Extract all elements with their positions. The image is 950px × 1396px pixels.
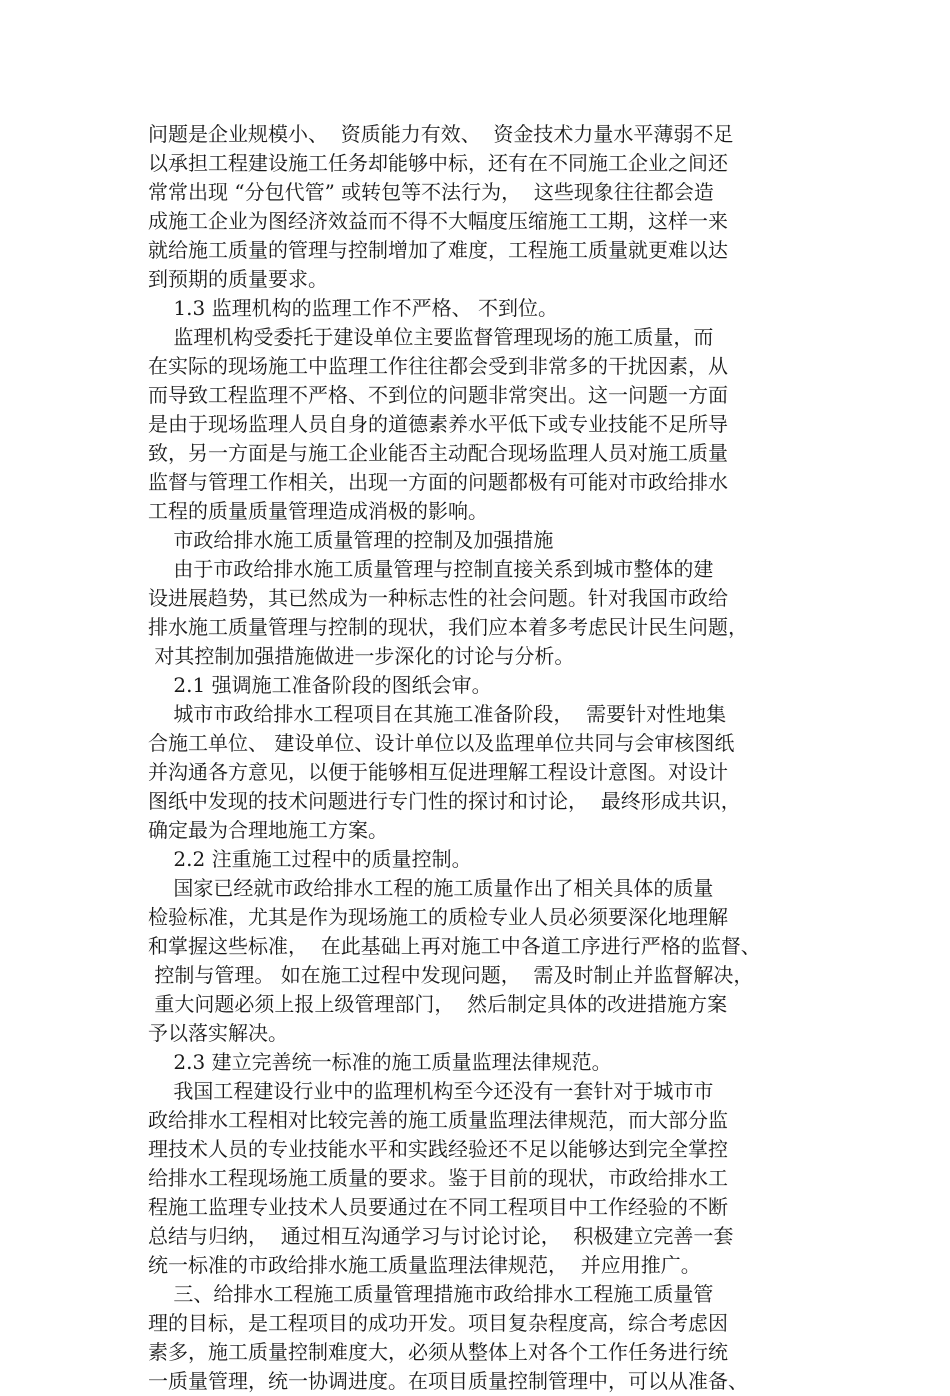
text-line: 三、给排水工程施工质量管理措施市政给排水工程施工质量管 <box>148 1282 714 1306</box>
text-line: 2.2 注重施工过程中的质量控制。 <box>148 847 472 871</box>
text-line: 我国工程建设行业中的监理机构至今还没有一套针对于城市市 <box>148 1079 714 1103</box>
text-line: 理技术人员的专业技能水平和实践经验还不足以能够达到完全掌控 <box>148 1137 728 1161</box>
text-line: 给排水工程现场施工质量的要求。鉴于目前的现状，市政给排水工 <box>148 1166 728 1190</box>
text-line: 予以落实解决。 <box>148 1021 288 1045</box>
text-line: 由于市政给排水施工质量管理与控制直接关系到城市整体的建 <box>148 557 714 581</box>
text-line: 在实际的现场施工中监理工作往往都会受到非常多的干扰因素，从 <box>148 354 728 378</box>
text-line: 监理机构受委托于建设单位主要监督管理现场的施工质量，而 <box>148 325 714 349</box>
text-line: 政给排水工程相对比较完善的施工质量监理法律规范，而大部分监 <box>148 1108 728 1132</box>
text-line: 控制与管理。 如在施工过程中发现问题， 需及时制止并监督解决， <box>148 963 754 987</box>
text-line: 理的目标，是工程项目的成功开发。项目复杂程度高，综合考虑因 <box>148 1311 728 1335</box>
text-line: 图纸中发现的技术问题进行专门性的探讨和讨论， 最终形成共识， <box>148 789 741 813</box>
text-line: 2.1 强调施工准备阶段的图纸会审。 <box>148 673 492 697</box>
text-line: 并沟通各方意见，以便于能够相互促进理解工程设计意图。对设计 <box>148 760 728 784</box>
text-line: 以承担工程建设施工任务却能够中标，还有在不同施工企业之间还 <box>148 151 728 175</box>
text-line: 素多，施工质量控制难度大，必须从整体上对各个工作任务进行统 <box>148 1340 728 1364</box>
text-line: 问题是企业规模小、 资质能力有效、 资金技术力量水平薄弱不足 <box>148 122 734 146</box>
text-line: 合施工单位、 建设单位、设计单位以及监理单位共同与会审核图纸 <box>148 731 735 755</box>
text-line: 和掌握这些标准， 在此基础上再对施工中各道工序进行严格的监督、 <box>148 934 761 958</box>
text-line: 市政给排水施工质量管理的控制及加强措施 <box>148 528 554 552</box>
text-line: 国家已经就市政给排水工程的施工质量作出了相关具体的质量 <box>148 876 714 900</box>
document-body <box>148 120 808 1396</box>
text-line: 重大问题必须上报上级管理部门， 然后制定具体的改进措施方案 <box>148 992 728 1016</box>
text-line: 致，另一方面是与施工企业能否主动配合现场监理人员对施工质量 <box>148 441 728 465</box>
text-line: 城市市政给排水工程项目在其施工准备阶段， 需要针对性地集 <box>148 702 727 726</box>
text-line: 排水施工质量管理与控制的现状，我们应本着多考虑民计民生问题， <box>148 615 748 639</box>
text-line: 成施工企业为图经济效益而不得不大幅度压缩施工工期，这样一来 <box>148 209 728 233</box>
text-line: 确定最为合理地施工方案。 <box>148 818 388 842</box>
text-line: 而导致工程监理不严格、不到位的问题非常突出。这一问题一方面 <box>148 383 728 407</box>
text-line: 到预期的质量要求。 <box>148 267 328 291</box>
text-line: 监督与管理工作相关，出现一方面的问题都极有可能对市政给排水 <box>148 470 728 494</box>
text-line: 是由于现场监理人员自身的道德素养水平低下或专业技能不足所导 <box>148 412 728 436</box>
text-line: 总结与归纳， 通过相互沟通学习与讨论讨论， 积极建立完善一套 <box>148 1224 734 1248</box>
text-line: 设进展趋势，其已然成为一种标志性的社会问题。针对我国市政给 <box>148 586 728 610</box>
text-line: 2.3 建立完善统一标准的施工质量监理法律规范。 <box>148 1050 612 1074</box>
text-line: 对其控制加强措施做进一步深化的讨论与分析。 <box>148 644 575 668</box>
text-line: 常常出现 “分包代管” 或转包等不法行为， 这些现象往往都会造 <box>148 180 714 204</box>
text-line: 一质量管理，统一协调进度。在项目质量控制管理中，可以从准备、 <box>148 1369 748 1393</box>
text-line: 程施工监理专业技术人员要通过在不同工程项目中工作经验的不断 <box>148 1195 728 1219</box>
text-line: 工程的质量质量管理造成消极的影响。 <box>148 499 488 523</box>
text-line: 统一标准的市政给排水施工质量监理法律规范， 并应用推广。 <box>148 1253 701 1277</box>
text-line: 1.3 监理机构的监理工作不严格、 不到位。 <box>148 296 558 320</box>
text-line: 就给施工质量的管理与控制增加了难度，工程施工质量就更难以达 <box>148 238 728 262</box>
text-line: 检验标准，尤其是作为现场施工的质检专业人员必须要深化地理解 <box>148 905 728 929</box>
